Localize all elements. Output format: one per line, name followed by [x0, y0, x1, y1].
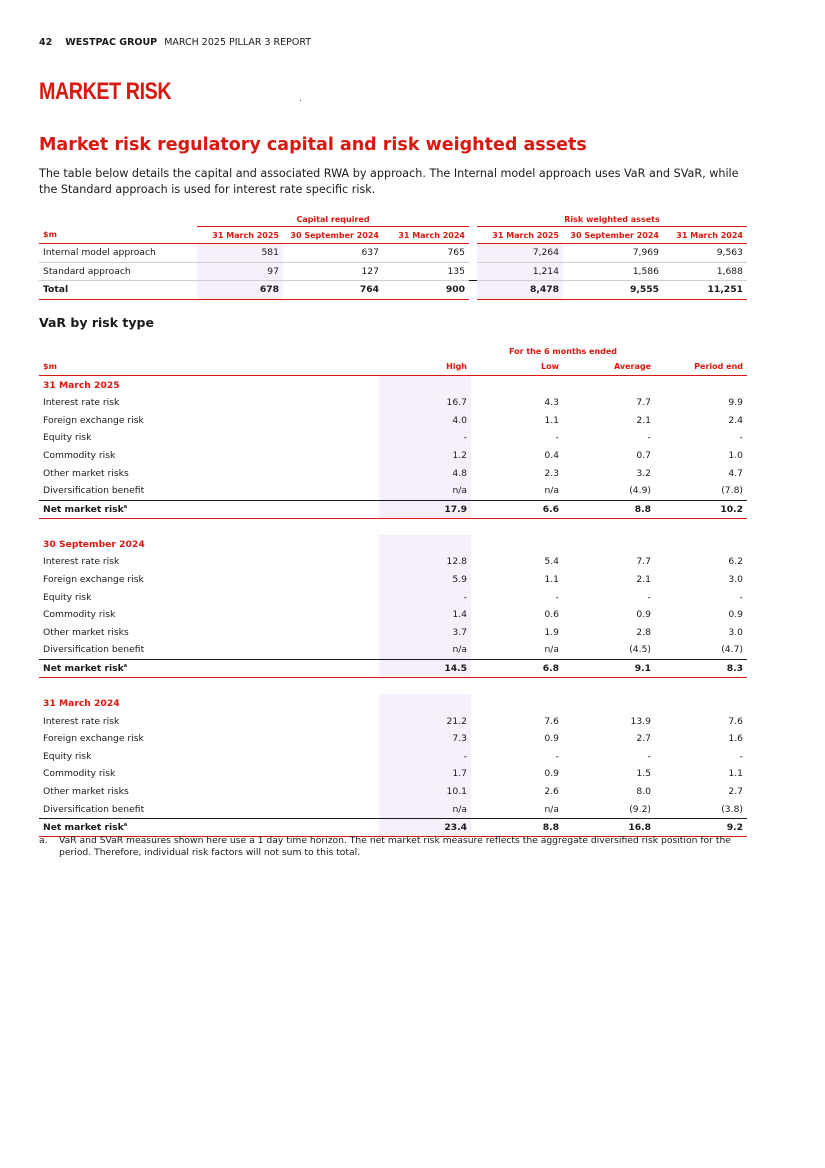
- cell: 0.9: [544, 733, 559, 745]
- cell: 2.7: [636, 733, 651, 745]
- table-row: [39, 748, 747, 766]
- cell: 1.1: [544, 414, 559, 426]
- column-header: Average: [563, 358, 655, 376]
- footnote: [39, 835, 749, 859]
- cell: (3.8): [721, 803, 743, 815]
- cell: -: [379, 748, 471, 766]
- column-header: 31 March 2025: [477, 227, 563, 244]
- cell: n/a: [544, 803, 559, 815]
- cell: 8.8: [563, 500, 655, 519]
- row-label: Interest rate risk: [43, 556, 120, 568]
- decorative-dot: [300, 100, 301, 101]
- cell: 16.8: [563, 818, 655, 837]
- cell: 1.1: [544, 574, 559, 586]
- table-row: [39, 588, 747, 606]
- cell: 6.6: [471, 500, 563, 519]
- cell: 8.0: [636, 785, 651, 797]
- cell: 7.6: [544, 715, 559, 727]
- cell: 10.1: [379, 783, 471, 801]
- section-title: 31 March 2024: [43, 697, 120, 709]
- cell: 17.9: [379, 500, 471, 519]
- cell: -: [739, 432, 743, 444]
- rwa-header: Risk weighted assets: [477, 212, 747, 227]
- cell: 2.1: [636, 414, 651, 426]
- cell: 7,264: [477, 244, 563, 263]
- table-row: [39, 624, 747, 642]
- section-header-row: [39, 535, 747, 553]
- cell: 637: [283, 244, 383, 263]
- table-row: [39, 447, 747, 465]
- row-label: Other market risks: [43, 626, 129, 638]
- cell: 1,214: [477, 262, 563, 281]
- total-row: [39, 281, 747, 300]
- intro-paragraph: The table below details the capital and associated RWA by approach. The Internal model approach uses VaR and SVaR, while the Standard approach is used for interest rate specific risk.: [39, 167, 739, 196]
- table-row: [39, 394, 747, 412]
- cell: -: [647, 750, 651, 762]
- cell: 5.9: [379, 571, 471, 589]
- cell: 2.4: [728, 414, 743, 426]
- cell: 21.2: [379, 712, 471, 730]
- cell: 1.7: [379, 765, 471, 783]
- cell: 900: [383, 281, 469, 300]
- column-header: 31 March 2024: [663, 227, 747, 244]
- column-header: Period end: [655, 358, 747, 376]
- table-row: [39, 606, 747, 624]
- cell: 7.7: [636, 397, 651, 409]
- footnote-text: VaR and SVaR measures shown here use a 1 day time horizon. The net market risk measure reflects the aggregate diversified risk position for the period. Therefore, individual risk factors will not sum to this total.: [59, 835, 731, 858]
- cell: (7.8): [721, 485, 743, 497]
- cell: 16.7: [379, 394, 471, 412]
- row-label: Equity risk: [43, 750, 92, 762]
- cell: 9,555: [563, 281, 663, 300]
- cell: 3.2: [636, 467, 651, 479]
- cell: (4.7): [721, 644, 743, 656]
- capital-group-header-row: [39, 212, 747, 227]
- table-row: [39, 783, 747, 801]
- cell: 6.8: [471, 659, 563, 678]
- cell: 0.6: [544, 609, 559, 621]
- cell: 3.7: [379, 624, 471, 642]
- period-header: For the 6 months ended: [508, 346, 618, 356]
- cell: 1,688: [663, 262, 747, 281]
- cell: 14.5: [379, 659, 471, 678]
- cell: 581: [197, 244, 283, 263]
- page-header: [39, 37, 311, 48]
- cell: -: [555, 750, 559, 762]
- section-spacer: [39, 678, 747, 695]
- table-row: [39, 244, 747, 263]
- cell: n/a: [544, 644, 559, 656]
- cell: 8,478: [477, 281, 563, 300]
- company-name: WESTPAC GROUP: [65, 37, 158, 48]
- table-row: [39, 712, 747, 730]
- section-header-row: [39, 376, 747, 395]
- column-header: High: [379, 358, 471, 376]
- column-header: $m: [39, 358, 379, 376]
- cell: (4.9): [629, 485, 651, 497]
- cell: n/a: [379, 641, 471, 659]
- cell: -: [647, 591, 651, 603]
- section-header-row: [39, 694, 747, 712]
- row-label: [39, 659, 379, 678]
- column-header: 30 September 2024: [283, 227, 383, 244]
- row-label: Commodity risk: [43, 609, 116, 621]
- row-label: Interest rate risk: [43, 397, 120, 409]
- cell: -: [739, 750, 743, 762]
- cell: 0.7: [636, 450, 651, 462]
- cell: 1.6: [728, 733, 743, 745]
- cell: 2.8: [636, 626, 651, 638]
- cell: 1,586: [563, 262, 663, 281]
- cell: (4.5): [629, 644, 651, 656]
- table-row: [39, 730, 747, 748]
- period-header-row: [39, 344, 747, 358]
- cell: 1.0: [728, 450, 743, 462]
- cell: 1.9: [544, 626, 559, 638]
- cell: 4.0: [379, 412, 471, 430]
- table-row: [39, 641, 747, 659]
- row-label: Diversification benefit: [43, 644, 145, 656]
- table-row: [39, 553, 747, 571]
- subtitle: Market risk regulatory capital and risk weighted assets: [39, 135, 587, 155]
- row-label: Commodity risk: [43, 450, 116, 462]
- row-label: Commodity risk: [43, 768, 116, 780]
- cell: 1.5: [636, 768, 651, 780]
- cell: n/a: [379, 800, 471, 818]
- net-label: Net market risk: [43, 822, 124, 834]
- cell: -: [647, 432, 651, 444]
- cell: 7.7: [636, 556, 651, 568]
- cell: 0.9: [728, 609, 743, 621]
- var-title: VaR by risk type: [39, 315, 154, 330]
- capital-required-header: Capital required: [197, 212, 469, 227]
- row-label: Equity risk: [43, 432, 92, 444]
- row-label: Interest rate risk: [43, 715, 120, 727]
- cell: 2.7: [728, 785, 743, 797]
- column-header: $m: [39, 227, 197, 244]
- cell: 2.3: [544, 467, 559, 479]
- row-label: Foreign exchange risk: [43, 733, 144, 745]
- var-column-header-row: [39, 358, 747, 376]
- row-label: Diversification benefit: [43, 803, 145, 815]
- cell: 0.9: [544, 768, 559, 780]
- section-title: 31 March 2025: [43, 379, 120, 391]
- cell: 7,969: [563, 244, 663, 263]
- cell: 764: [283, 281, 383, 300]
- column-header: 31 March 2025: [197, 227, 283, 244]
- table-row: [39, 571, 747, 589]
- cell: 12.8: [379, 553, 471, 571]
- cell: 13.9: [630, 715, 651, 727]
- cell: 3.0: [728, 626, 743, 638]
- section-title: 30 September 2024: [43, 538, 145, 550]
- cell: 1.4: [379, 606, 471, 624]
- net-label: Net market risk: [43, 663, 124, 675]
- cell: 765: [383, 244, 469, 263]
- net-market-risk-row: [39, 500, 747, 519]
- table-row: [39, 800, 747, 818]
- cell: n/a: [379, 482, 471, 500]
- row-label: [39, 500, 379, 519]
- cell: 7.6: [728, 715, 743, 727]
- cell: -: [379, 429, 471, 447]
- cell: 97: [197, 262, 283, 281]
- section-spacer: [39, 519, 747, 536]
- cell: -: [379, 588, 471, 606]
- cell: 8.3: [655, 659, 747, 678]
- var-by-risk-type-table: [39, 344, 747, 837]
- page-number: 42: [39, 37, 53, 48]
- footnote-ref: a: [123, 503, 128, 510]
- footnote-ref: a: [123, 822, 128, 829]
- cell: 4.7: [728, 467, 743, 479]
- table-row: [39, 482, 747, 500]
- cell: 4.8: [379, 464, 471, 482]
- table-row: [39, 412, 747, 430]
- cell: 23.4: [379, 818, 471, 837]
- row-label: Standard approach: [39, 262, 197, 281]
- cell: 2.1: [636, 574, 651, 586]
- cell: 11,251: [663, 281, 747, 300]
- column-header: 31 March 2024: [383, 227, 469, 244]
- cell: -: [555, 432, 559, 444]
- cell: 135: [383, 262, 469, 281]
- net-market-risk-row: [39, 659, 747, 678]
- row-label: Other market risks: [43, 785, 129, 797]
- cell: 10.2: [655, 500, 747, 519]
- table-row: [39, 429, 747, 447]
- cell: 8.8: [471, 818, 563, 837]
- cell: 6.2: [728, 556, 743, 568]
- capital-column-header-row: [39, 227, 747, 244]
- row-label: Foreign exchange risk: [43, 414, 144, 426]
- cell: 9.2: [655, 818, 747, 837]
- cell: -: [555, 591, 559, 603]
- row-label: Internal model approach: [39, 244, 197, 263]
- cell: 5.4: [544, 556, 559, 568]
- cell: 9.9: [728, 397, 743, 409]
- cell: 0.9: [636, 609, 651, 621]
- cell: 4.3: [544, 397, 559, 409]
- footnote-mark: a.: [39, 835, 48, 846]
- footnote-ref: a: [123, 662, 128, 669]
- cell: -: [739, 591, 743, 603]
- cell: n/a: [544, 485, 559, 497]
- table-row: [39, 464, 747, 482]
- cell: 0.4: [544, 450, 559, 462]
- table-row: [39, 262, 747, 281]
- cell: 127: [283, 262, 383, 281]
- cell: 3.0: [728, 574, 743, 586]
- var-table-body: [39, 376, 747, 837]
- table-row: [39, 765, 747, 783]
- cell: 1.2: [379, 447, 471, 465]
- row-label: Foreign exchange risk: [43, 574, 144, 586]
- section-title: MARKET RISK: [39, 78, 172, 105]
- column-header: 30 September 2024: [563, 227, 663, 244]
- cell: 2.6: [544, 785, 559, 797]
- cell: 678: [197, 281, 283, 300]
- row-label: Diversification benefit: [43, 485, 145, 497]
- report-name: MARCH 2025 PILLAR 3 REPORT: [164, 37, 312, 48]
- capital-rwa-table: [39, 212, 747, 300]
- cell: 9.1: [563, 659, 655, 678]
- row-label: Total: [39, 281, 197, 300]
- cell: 9,563: [663, 244, 747, 263]
- cell: (9.2): [629, 803, 651, 815]
- cell: 1.1: [728, 768, 743, 780]
- row-label: Other market risks: [43, 467, 129, 479]
- net-label: Net market risk: [43, 503, 124, 515]
- cell: 7.3: [379, 730, 471, 748]
- row-label: Equity risk: [43, 591, 92, 603]
- column-header: Low: [471, 358, 563, 376]
